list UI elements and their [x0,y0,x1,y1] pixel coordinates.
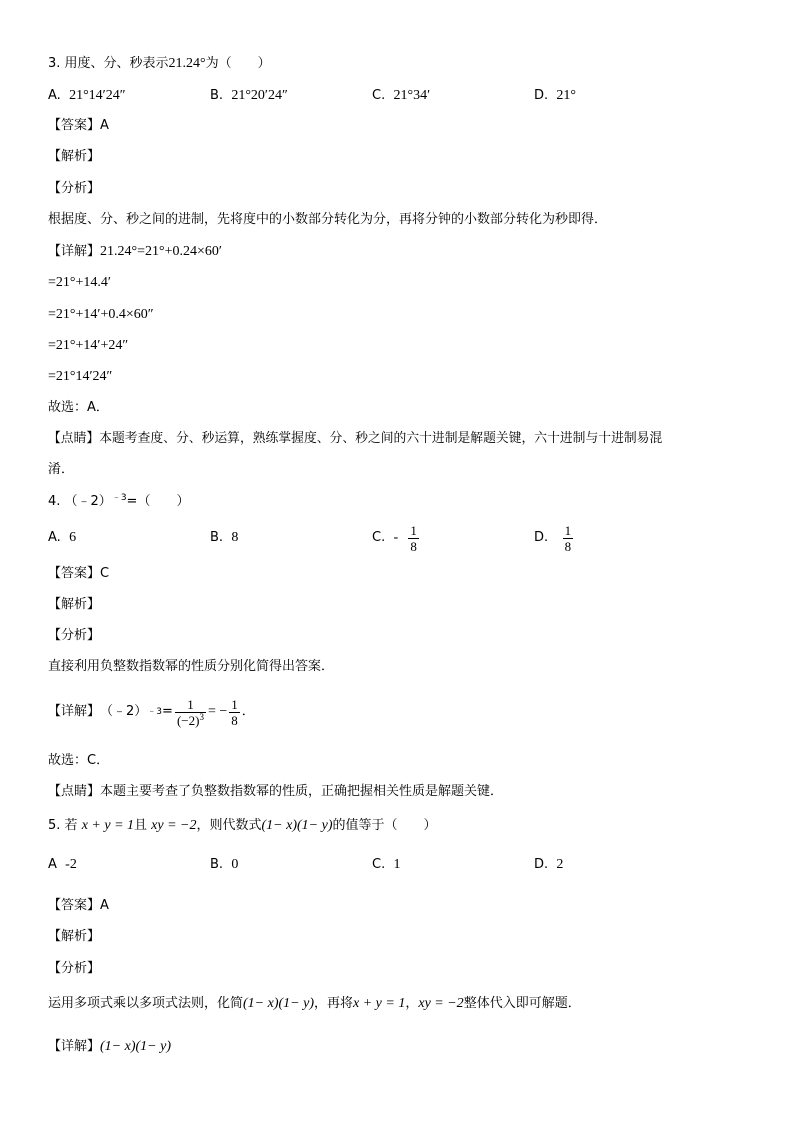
q3-dianjing-line2: 淆． [48,462,75,477]
option-text: 0 [231,857,239,872]
q5-analysis-condition-1: x + y = 1 [353,996,406,1011]
q5-analysis-part-1: 运用多项式乘以多项式法则，化简 [48,996,244,1011]
option-label: A [48,857,57,872]
option-text: 8 [231,530,239,545]
q4-answer: 【答案】C [48,566,110,581]
q4-dianjing: 【点睛】本题主要考查了负整数指数幂的性质，正确把握相关性质是解题关键． [48,784,504,799]
fraction-numerator: 1 [231,696,238,712]
option-label: B. [210,88,224,103]
option-label: D. [534,857,549,872]
q3-choose: 故选：A． [48,400,109,415]
q5-stem-part-3: ，则代数式 [196,818,262,833]
q5-analysis-expression: (1− x)(1− y) [243,996,314,1011]
q4-stem-prefix: 4. （﹣2） [48,494,112,509]
q3-stem [48,55,271,73]
option-label: B. [210,530,224,545]
fraction-denominator: 8 [231,712,238,728]
q5-option-d [534,856,563,874]
q5-stem-condition-2: xy = −2 [151,818,197,833]
q5-analysis [48,995,581,1013]
fraction-numerator: 1 [564,522,572,538]
option-label: A. [48,530,61,545]
fraction-denominator: 8 [410,538,417,554]
q3-option-d [534,87,576,105]
option-text: 2 [556,857,564,872]
option-text: 6 [69,530,77,545]
q3-answer: 【答案】A [48,118,109,133]
option-sign: - [393,530,399,545]
q3-stem-value: 21.24° [168,56,206,71]
q4-detail-end: ． [241,704,255,719]
q4-option-a [48,529,76,547]
option-text: 21°14′24″ [69,88,126,103]
q5-analysis-part-3: ， [405,996,419,1011]
fraction-denominator [175,712,206,728]
q5-option-c [372,856,400,874]
option-label: B. [210,857,224,872]
detail-label: 【详解】 [48,1039,101,1054]
option-fraction [563,523,574,554]
option-label: D. [534,88,549,103]
q4-detail: 【详解】 （﹣2） ﹣3 = $\frac{1}{(-2)^3}$ = − $\frac{1}{8}$ ． [48,696,255,728]
q5-option-b [210,856,238,874]
q5-detail-expression: (1− x)(1− y) [100,1039,171,1054]
q4-choose: 故选：C． [48,753,110,768]
q3-detail-first: 21.24°=21°+0.24×60′ [100,244,222,259]
q5-stem-part-4: 的值等于（ ） [332,818,437,833]
q4-detail-equals: = [162,704,173,719]
q5-analysis-condition-2: xy = −2 [418,996,464,1011]
option-label: C. [372,530,386,545]
q3-stem-prefix: 3. 用度、分、秒表示 [48,56,169,71]
fraction-denominator-base: (−2) [176,712,200,728]
q5-answer: 【答案】A [48,898,109,913]
q5-detail [48,1038,171,1056]
fraction-denominator-exponent: 3 [199,711,204,722]
option-label: D. [534,530,549,545]
detail-label: 【详解】 [48,244,101,259]
option-label: A. [48,88,61,103]
option-text: 21°20′24″ [231,88,288,103]
q3-option-a [48,87,126,105]
q5-stem-part-2: 且 [134,818,148,833]
q4-option-c [372,518,421,558]
fraction-denominator: 8 [564,538,572,554]
q5-option-a [48,856,77,874]
q4-stem [48,493,189,511]
q4-detail-fraction-1 [175,697,206,728]
q5-fenxi-heading: 【分析】 [48,961,101,976]
q3-step-2: =21°+14′+0.4×60″ [48,307,154,322]
q4-jiexi-heading: 【解析】 [48,597,101,612]
q4-option-d [534,518,575,558]
q5-stem [48,817,437,835]
option-label: C. [372,857,386,872]
q5-stem-condition-1: x + y = 1 [81,818,135,833]
option-fraction [408,523,419,554]
q4-detail-fraction-2 [229,697,240,728]
q4-analysis: 直接利用负整数指数幂的性质分别化简得出答案． [48,659,335,674]
detail-label: 【详解】 [48,704,101,719]
q3-analysis: 根据度、分、秒之间的进制，先将度中的小数部分转化为分，再将分钟的小数部分转化为秒即得． [48,212,608,227]
q5-stem-expression: (1− x)(1− y) [261,818,333,833]
q3-fenxi-heading: 【分析】 [48,181,101,196]
q3-step-3: =21°+14′+24″ [48,338,129,353]
q3-option-b [210,87,288,105]
q3-step-4: =21°14′24″ [48,369,113,384]
q3-step-1: =21°+14.4′ [48,275,111,290]
q4-detail-mid: = − [207,704,228,719]
q4-stem-suffix: =（ ） [126,494,190,509]
q5-analysis-part-4: 整体代入即可解题． [463,996,581,1011]
q5-jiexi-heading: 【解析】 [48,929,101,944]
q4-detail-base: （﹣2） [100,704,148,719]
option-text: -2 [65,857,77,872]
q5-analysis-part-2: ，再将 [314,996,354,1011]
q4-stem-exponent: ﹣3 [111,493,127,503]
option-text: 21° [556,88,577,103]
fraction-numerator: 1 [410,522,417,538]
q4-option-b [210,529,238,547]
q3-detail [48,243,222,261]
option-label: C. [372,88,386,103]
q3-dianjing-line1: 【点睛】本题考查度、分、秒运算，熟练掌握度、分、秒之间的六十进制是解题关键，六十进制与十进制易混 [48,431,663,446]
q5-stem-part-1: 5. 若 [48,818,78,833]
q4-fenxi-heading: 【分析】 [48,628,101,643]
option-text: 21°34′ [393,88,431,103]
q3-option-c [372,87,430,105]
q3-stem-suffix: 为（ ） [205,56,271,71]
q3-jiexi-heading: 【解析】 [48,149,101,164]
fraction-numerator: 1 [187,696,194,712]
option-text: 1 [393,857,401,872]
